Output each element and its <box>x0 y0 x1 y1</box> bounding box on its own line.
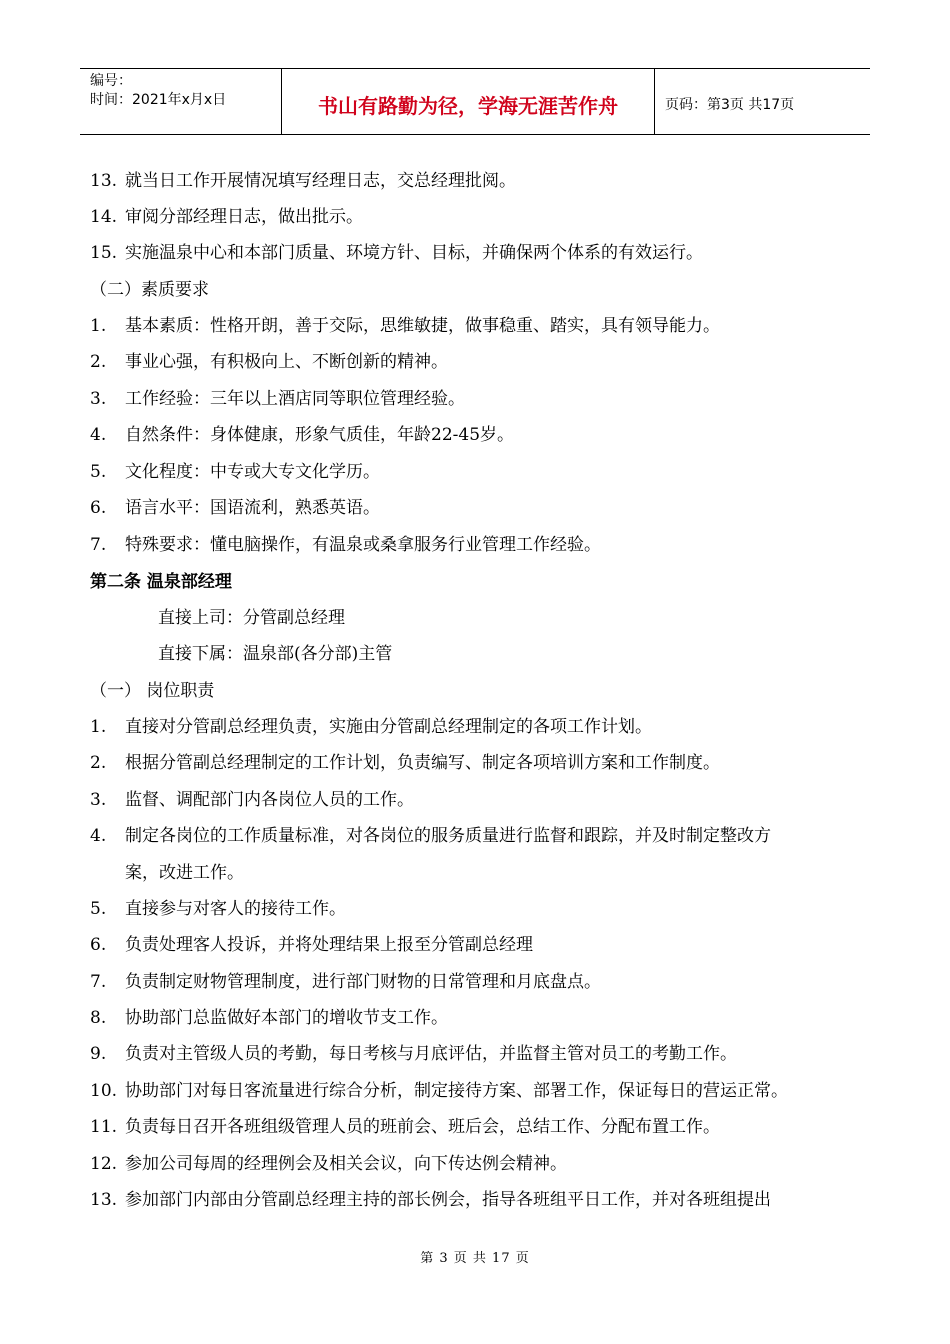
item-number: 4. <box>90 826 107 846</box>
item-text: 就当日工作开展情况填写经理日志，交总经理批阅。 <box>125 171 516 191</box>
item-number: 5. <box>90 462 107 482</box>
item-number: 2. <box>90 753 107 773</box>
item-number: 5. <box>90 899 107 919</box>
item-number: 13. <box>90 1190 118 1210</box>
header-number-label: 编号： <box>90 73 132 89</box>
item-text: 负责处理客人投诉，并将处理结果上报至分管副总经理 <box>125 935 533 955</box>
item-text: 协助部门总监做好本部门的增收节支工作。 <box>125 1008 448 1028</box>
item-text: 制定各岗位的工作质量标准，对各岗位的服务质量进行监督和跟踪，并及时制定整改方 <box>125 826 771 846</box>
item-text: 基本素质：性格开朗，善于交际，思维敏捷，做事稳重、踏实，具有领导能力。 <box>125 316 720 336</box>
item-number: 9. <box>90 1044 107 1064</box>
header-date-label: 时间：2021年x月x日 <box>90 92 227 108</box>
item-number: 10. <box>90 1081 118 1101</box>
item-text: 语言水平：国语流利，熟悉英语。 <box>125 498 380 518</box>
item-number: 7. <box>90 972 107 992</box>
item-number: 4. <box>90 425 107 445</box>
item-text: 协助部门对每日客流量进行综合分析，制定接待方案、部署工作，保证每日的营运正常。 <box>125 1081 788 1101</box>
section-title: 第二条 温泉部经理 <box>90 572 232 592</box>
header-meta <box>80 69 282 134</box>
item-text: 参加公司每周的经理例会及相关会议，向下传达例会精神。 <box>125 1154 567 1174</box>
subordinate-line: 直接下属：温泉部(各分部)主管 <box>158 644 393 664</box>
duty-heading: （一） 岗位职责 <box>90 681 215 701</box>
item-text: 负责制定财物管理制度，进行部门财物的日常管理和月底盘点。 <box>125 972 601 992</box>
item-text-continued: 案，改进工作。 <box>125 863 244 883</box>
item-text: 特殊要求：懂电脑操作，有温泉或桑拿服务行业管理工作经验。 <box>125 535 601 555</box>
item-number: 1. <box>90 717 107 737</box>
item-number: 12. <box>90 1154 118 1174</box>
item-text: 审阅分部经理日志，做出批示。 <box>125 207 363 227</box>
item-text: 参加部门内部由分管副总经理主持的部长例会，指导各班组平日工作，并对各班组提出 <box>125 1190 771 1210</box>
item-number: 14. <box>90 207 118 227</box>
header-page-info: 页码：第3页 共17页 <box>665 96 795 113</box>
item-number: 13. <box>90 171 118 191</box>
page-header <box>80 68 870 135</box>
header-motto: 书山有路勤为径，学海无涯苦作舟 <box>282 69 655 134</box>
item-number: 15. <box>90 243 118 263</box>
item-text: 负责每日召开各班组级管理人员的班前会、班后会，总结工作、分配布置工作。 <box>125 1117 720 1137</box>
item-number: 3. <box>90 790 107 810</box>
item-number: 7. <box>90 535 107 555</box>
superior-line: 直接上司：分管副总经理 <box>158 608 345 628</box>
item-text: 自然条件：身体健康，形象气质佳，年龄22-45岁。 <box>125 425 515 445</box>
item-number: 11. <box>90 1117 118 1137</box>
item-number: 2. <box>90 352 107 372</box>
item-text: 负责对主管级人员的考勤，每日考核与月底评估，并监督主管对员工的考勤工作。 <box>125 1044 737 1064</box>
item-text: 事业心强，有积极向上、不断创新的精神。 <box>125 352 448 372</box>
item-text: 监督、调配部门内各岗位人员的工作。 <box>125 790 414 810</box>
item-text: 根据分管副总经理制定的工作计划，负责编写、制定各项培训方案和工作制度。 <box>125 753 720 773</box>
item-number: 6. <box>90 498 107 518</box>
item-number: 3. <box>90 389 107 409</box>
item-text: 直接参与对客人的接待工作。 <box>125 899 346 919</box>
quality-heading: （二）素质要求 <box>90 280 209 300</box>
item-text: 工作经验：三年以上酒店同等职位管理经验。 <box>125 389 465 409</box>
page-footer: 第 3 页 共 17 页 <box>420 1251 530 1266</box>
item-text: 文化程度：中专或大专文化学历。 <box>125 462 380 482</box>
item-number: 6. <box>90 935 107 955</box>
item-number: 8. <box>90 1008 107 1028</box>
item-text: 直接对分管副总经理负责，实施由分管副总经理制定的各项工作计划。 <box>125 717 652 737</box>
item-number: 1. <box>90 316 107 336</box>
item-text: 实施温泉中心和本部门质量、环境方针、目标，并确保两个体系的有效运行。 <box>125 243 703 263</box>
